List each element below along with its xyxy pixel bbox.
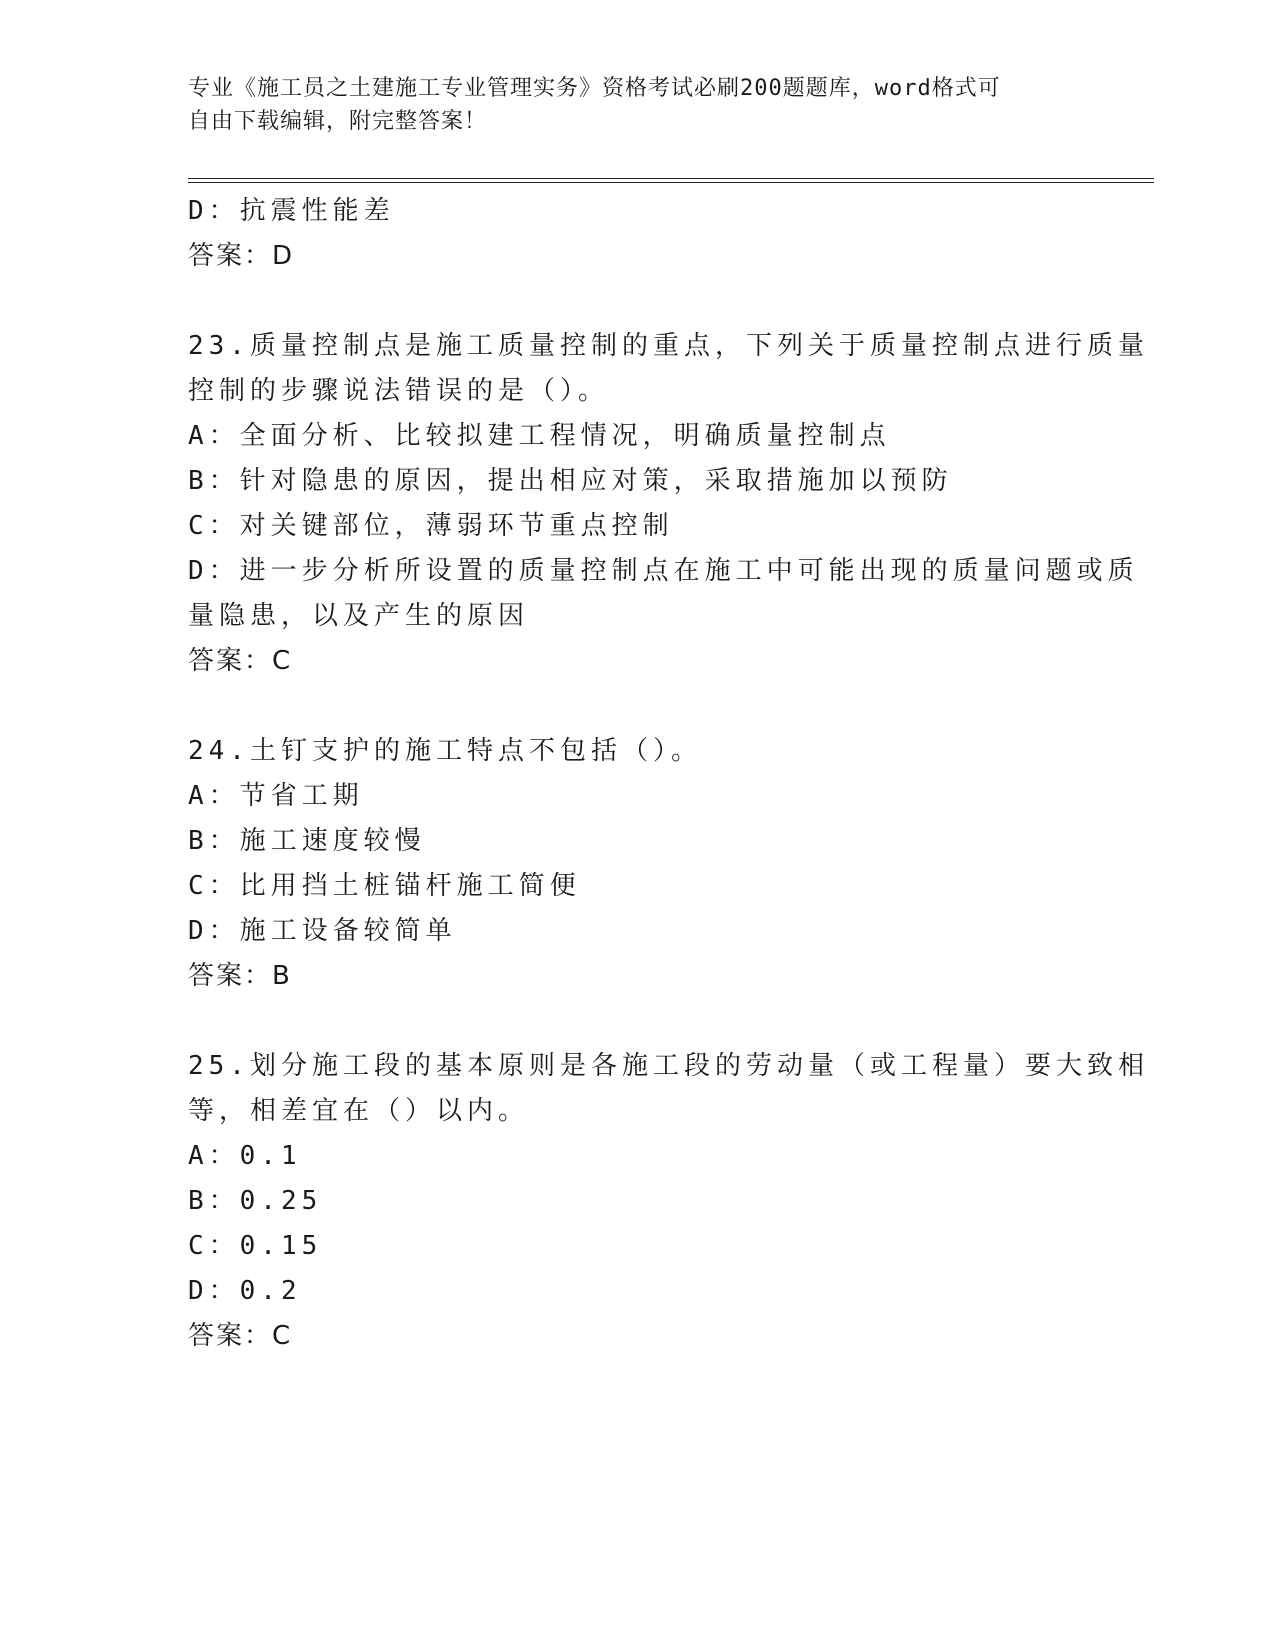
question-stem-line: 控制的步骤说法错误的是（）。 bbox=[188, 376, 610, 406]
question-25 bbox=[188, 1044, 1149, 1359]
answer-line: 答案：C bbox=[188, 1321, 293, 1351]
option-d: D：施工设备较简单 bbox=[188, 916, 457, 946]
option-c: C：对关键部位，薄弱环节重点控制 bbox=[188, 511, 674, 541]
spacer bbox=[188, 279, 1088, 324]
header-line-2: 自由下载编辑，附完整答案！ bbox=[188, 109, 488, 134]
answer-line: 答案：C bbox=[188, 646, 293, 676]
question-stem-line: 25.划分施工段的基本原则是各施工段的劳动量（或工程量）要大致相 bbox=[188, 1051, 1149, 1081]
spacer bbox=[188, 684, 1088, 729]
option-d: D：抗震性能差 bbox=[188, 196, 395, 226]
question-content bbox=[188, 189, 1149, 1359]
question-stem-line: 等，相差宜在（）以内。 bbox=[188, 1096, 530, 1126]
question-24 bbox=[188, 729, 1088, 999]
option-d: D：进一步分析所设置的质量控制点在施工中可能出现的质量问题或质 bbox=[188, 556, 1139, 586]
answer-line: 答案：B bbox=[188, 961, 292, 991]
question-stem-line: 23.质量控制点是施工质量控制的重点，下列关于质量控制点进行质量 bbox=[188, 331, 1149, 361]
previous-question-tail bbox=[188, 189, 1088, 279]
option-c: C：0.15 bbox=[188, 1231, 323, 1261]
option-a: A：0.1 bbox=[188, 1141, 302, 1171]
answer-line: 答案：D bbox=[188, 241, 295, 271]
option-c: C：比用挡土桩锚杆施工简便 bbox=[188, 871, 581, 901]
option-a: A：节省工期 bbox=[188, 781, 364, 811]
question-stem-line: 24.土钉支护的施工特点不包括（）。 bbox=[188, 736, 702, 766]
option-b: B：施工速度较慢 bbox=[188, 826, 426, 856]
option-b: B：针对隐患的原因，提出相应对策，采取措施加以预防 bbox=[188, 466, 953, 496]
header-line-1: 专业《施工员之土建施工专业管理实务》资格考试必刷200题题库，word格式可 bbox=[188, 76, 1001, 101]
option-a: A：全面分析、比较拟建工程情况，明确质量控制点 bbox=[188, 421, 891, 451]
document-header bbox=[188, 72, 1068, 138]
option-d-continued: 量隐患，以及产生的原因 bbox=[188, 601, 530, 631]
question-23 bbox=[188, 324, 1149, 684]
header-divider-bottom bbox=[188, 182, 1154, 183]
spacer bbox=[188, 999, 1088, 1044]
header-divider-top bbox=[188, 178, 1154, 179]
option-b: B：0.25 bbox=[188, 1186, 323, 1216]
option-d: D：0.2 bbox=[188, 1276, 302, 1306]
